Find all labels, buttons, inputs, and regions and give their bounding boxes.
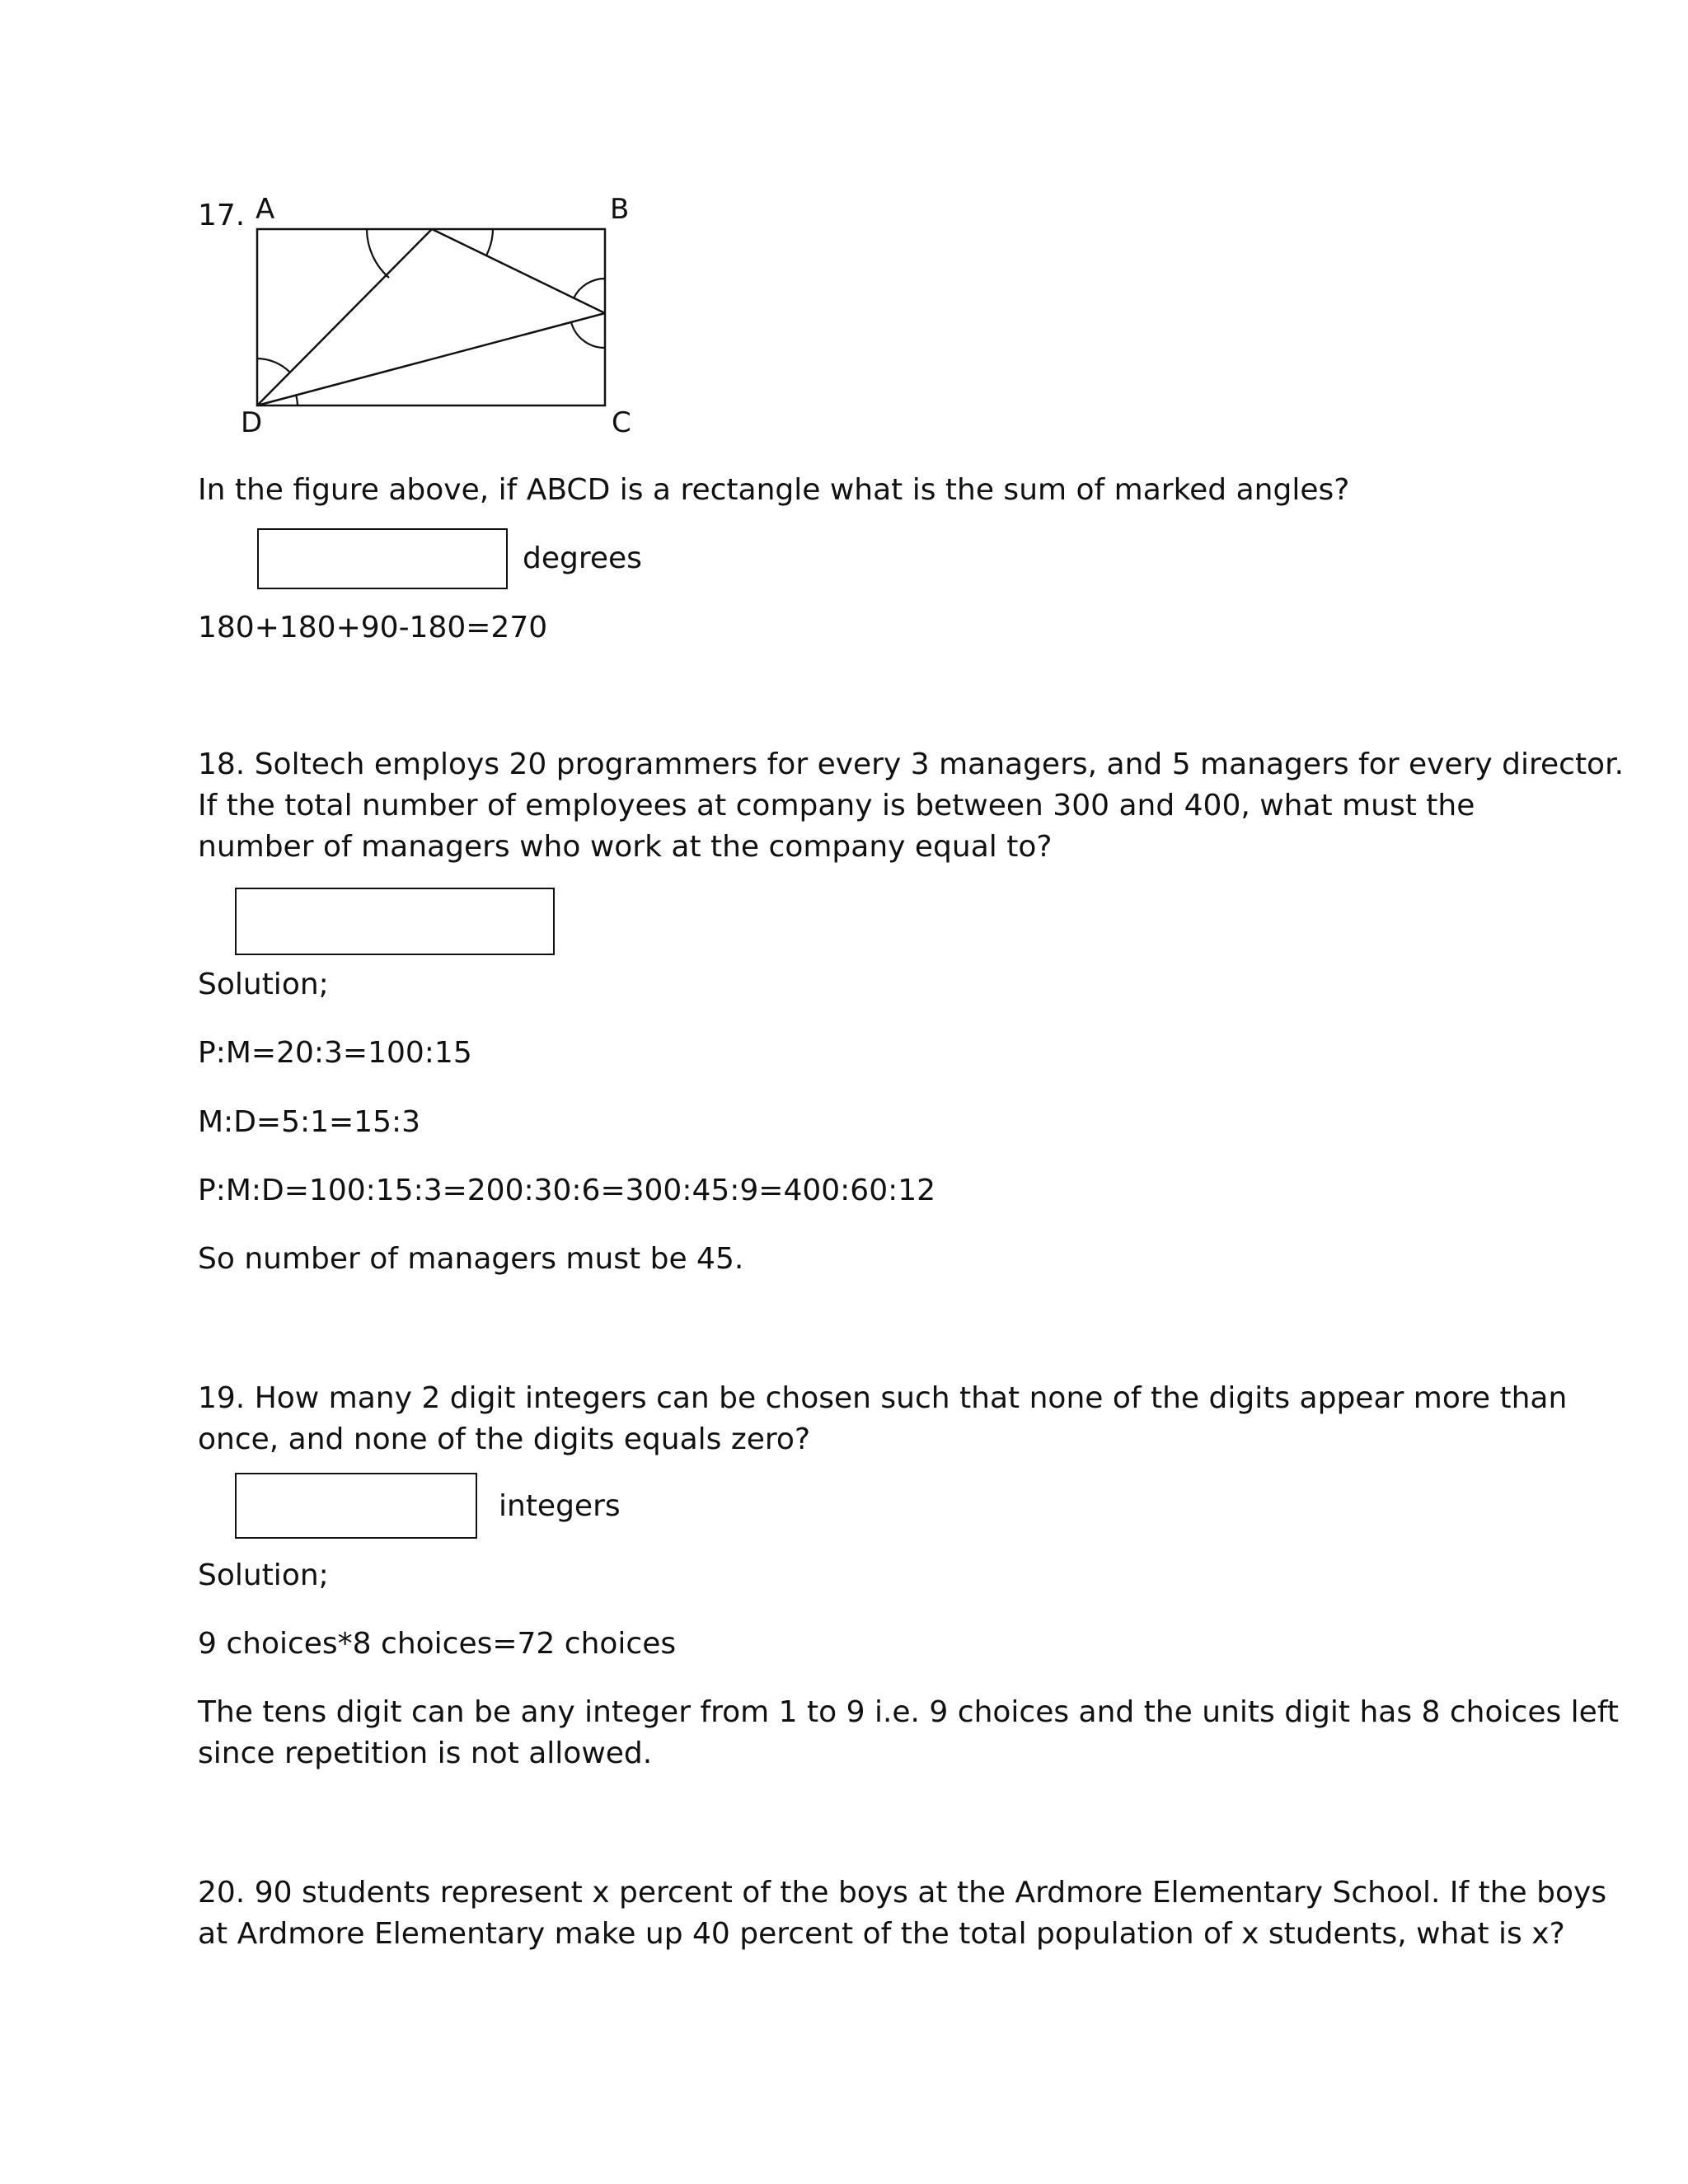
segment-d-to-top (257, 229, 432, 405)
q19-unit-label: integers (499, 1489, 621, 1523)
segment-top-to-right (432, 229, 605, 313)
q18-step-2: M:D=5:1=15:3 (198, 1105, 421, 1139)
q18-step-3: P:M:D=100:15:3=200:30:6=300:45:9=400:60:12 (198, 1174, 936, 1207)
vertex-c-label: C (612, 406, 631, 439)
vertex-a-label: A (256, 193, 275, 226)
q17-work: 180+180+90-180=270 (198, 611, 548, 644)
angle-arc-right-top (574, 279, 605, 298)
q19-question-line-1: 19. How many 2 digit integers can be chosen such that none of the digits appear more than (198, 1381, 1568, 1415)
q19-work: 9 choices*8 choices=72 choices (198, 1627, 677, 1661)
q18-step-1: P:M=20:3=100:15 (198, 1036, 472, 1070)
rectangle-abcd (257, 229, 605, 405)
q19-explanation-line-1: The tens digit can be any integer from 1 to 9 i.e. 9 choices and the units digit has 8 choices left (198, 1695, 1619, 1729)
angle-arc-top-left (367, 229, 389, 278)
q17-number: 17. (198, 199, 246, 232)
angle-arc-top-right (486, 229, 493, 255)
q18-solution-label: Solution; (198, 968, 329, 1001)
vertex-b-label: B (610, 193, 630, 226)
q20-question-line-1: 20. 90 students represent x percent of the boys at the Ardmore Elementary School. If the boys (198, 1876, 1607, 1910)
q17-answer-box[interactable] (257, 528, 508, 589)
angle-arc-d-top (257, 359, 290, 373)
q17-question: In the figure above, if ABCD is a rectangle what is the sum of marked angles? (198, 473, 1350, 507)
q18-question-line-1: 18. Soltech employs 20 programmers for every 3 managers, and 5 managers for every director. (198, 748, 1625, 781)
q19-question-line-2: once, and none of the digits equals zero? (198, 1422, 811, 1456)
q20-question-line-2: at Ardmore Elementary make up 40 percent of the total population of x students, what is x? (198, 1917, 1565, 1951)
segment-d-to-right (257, 313, 605, 405)
q18-answer-box[interactable] (235, 888, 555, 955)
q18-conclusion: So number of managers must be 45. (198, 1242, 744, 1276)
q19-solution-label: Solution; (198, 1558, 329, 1592)
angle-arc-right-bottom (571, 322, 605, 348)
rectangle-figure (190, 190, 651, 445)
q18-question-line-3: number of managers who work at the company equal to? (198, 830, 1053, 864)
q19-answer-box[interactable] (235, 1473, 477, 1539)
angle-arc-d-bottom (296, 395, 298, 405)
q17-unit-label: degrees (523, 541, 642, 575)
q19-explanation-line-2: since repetition is not allowed. (198, 1736, 653, 1770)
q18-question-line-2: If the total number of employees at company is between 300 and 400, what must the (198, 789, 1475, 823)
vertex-d-label: D (241, 406, 263, 439)
